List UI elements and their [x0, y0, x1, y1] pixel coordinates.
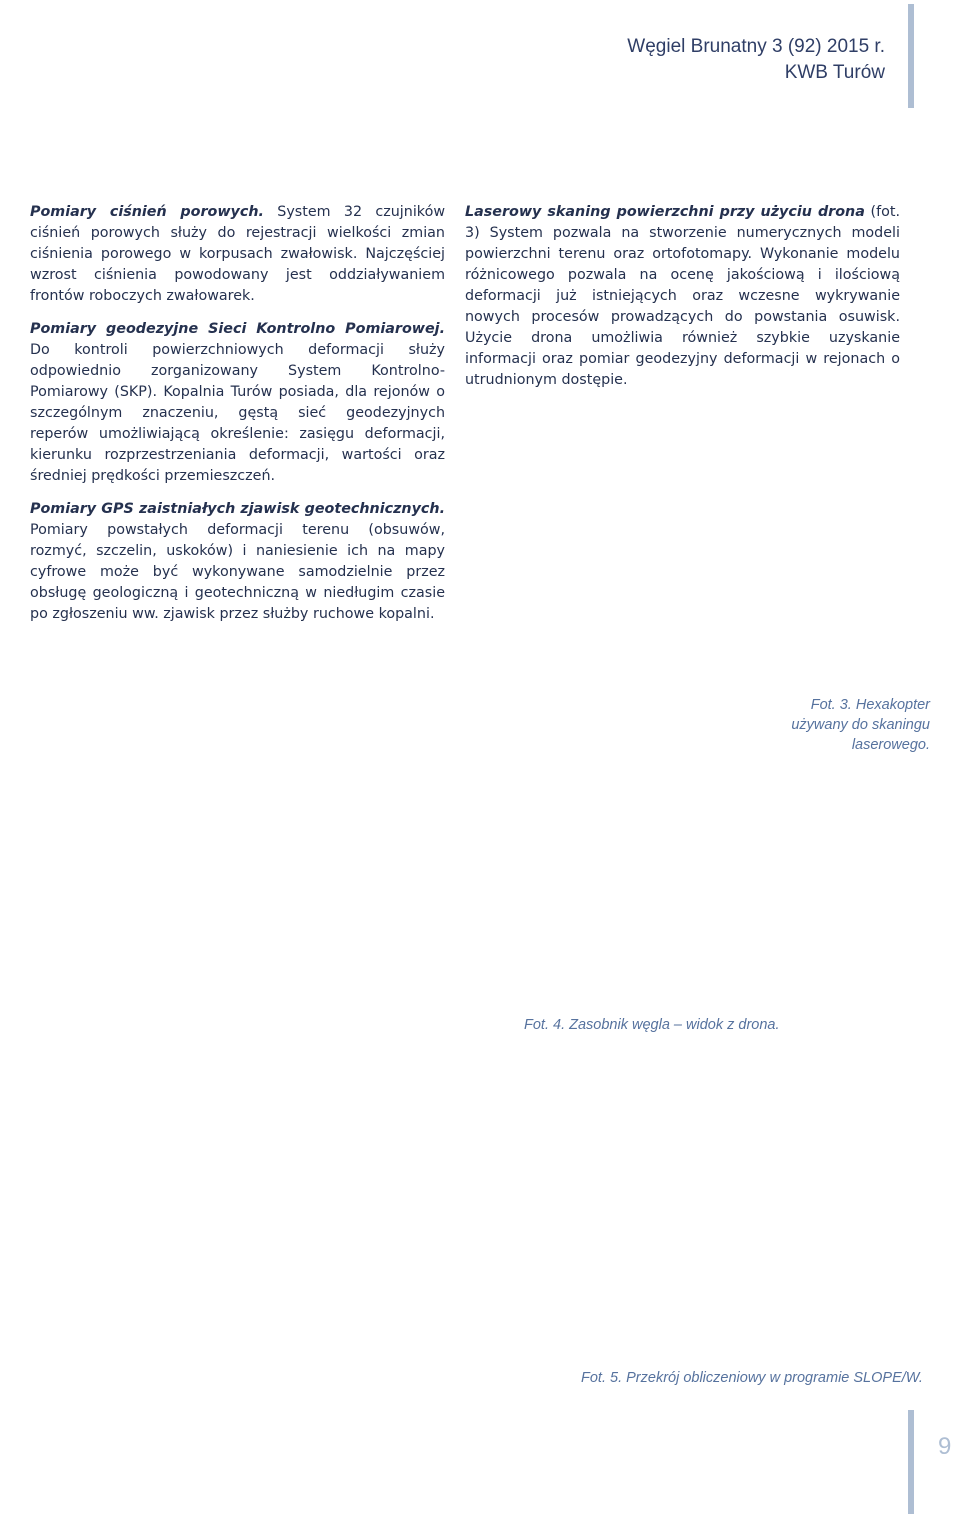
running-header	[627, 34, 885, 86]
caption-line: Fot. 3. Hexakopter	[810, 697, 930, 713]
caption-fot-5: Fot. 5. Przekrój obliczeniowy w programie SLOPE/W.	[581, 1370, 923, 1386]
paragraph-lead: Pomiary GPS zaistniałych zjawisk geotechnicznych.	[30, 501, 445, 517]
caption-fot-3	[780, 695, 930, 755]
caption-line: używany do skaningu	[791, 717, 930, 733]
paragraph-gps-measurements	[30, 499, 445, 625]
paragraph-lead: Pomiary ciśnień porowych.	[30, 204, 264, 220]
journal-title: Węgiel Brunatny 3 (92) 2015 r.	[627, 36, 885, 57]
footer-accent-bar	[908, 1410, 914, 1514]
caption-fot-4: Fot. 4. Zasobnik węgla – widok z drona.	[524, 1017, 780, 1033]
paragraph-lead: Laserowy skaning powierzchni przy użyciu drona	[465, 204, 865, 220]
paragraph-body: Pomiary powstałych deformacji terenu (obsuwów, rozmyć, szczelin, uskoków) i naniesienie ich na mapy cyfrowe może być wykonywane samodzielnie przez obsługę geologiczną i geotechniczną w niedługim czasie po zgłoszeniu ww. zjawisk przez służby ruchowe kopalni.	[30, 522, 445, 622]
caption-line: laserowego.	[851, 737, 930, 753]
paragraph-lead: Pomiary geodezyjne Sieci Kontrolno Pomiarowej.	[30, 321, 445, 337]
left-text-column	[30, 202, 445, 637]
paragraph-body: Do kontroli powierzchniowych deformacji służy odpowiednio zorganizowany System Kontrolno-Pomiarowy (SKP). Kopalnia Turów posiada, dla rejonów o szczególnym znaczeniu, gęstą sieć geodezyjnych reperów umożliwiającą określenie: zasięgu deformacji, kierunku rozprzestrzeniania deformacji, wartości oraz średniej prędkości przemieszczeń.	[30, 342, 445, 484]
paragraph-laser-scanning	[465, 202, 900, 391]
right-text-column	[465, 202, 900, 403]
paragraph-pore-pressure	[30, 202, 445, 307]
paragraph-body: (fot. 3) System pozwala na stworzenie numerycznych modeli powierzchni terenu oraz ortofotomapy. Wykonanie modelu różnicowego pozwala na ocenę jakościową i ilościową deformacji już istniejących oraz wczesne wykrywanie nowych procesów prowadzących do powstania osuwisk. Użycie drona umożliwia również szybkie uzyskanie informacji oraz pomiar geodezyjny deformacji w rejonach o utrudnionym dostępie.	[465, 204, 900, 388]
section-title: KWB Turów	[784, 62, 885, 83]
paragraph-body: System 32 czujników ciśnień porowych służy do rejestracji wielkości zmian ciśnienia porowego w korpusach zwałowisk. Najczęściej wzrost ciśnienia powodowany jest oddziaływaniem frontów roboczych zwałowarek.	[30, 204, 446, 304]
page-number: 9	[938, 1433, 952, 1460]
paragraph-geodetic-network	[30, 319, 445, 487]
header-accent-bar	[908, 4, 914, 108]
